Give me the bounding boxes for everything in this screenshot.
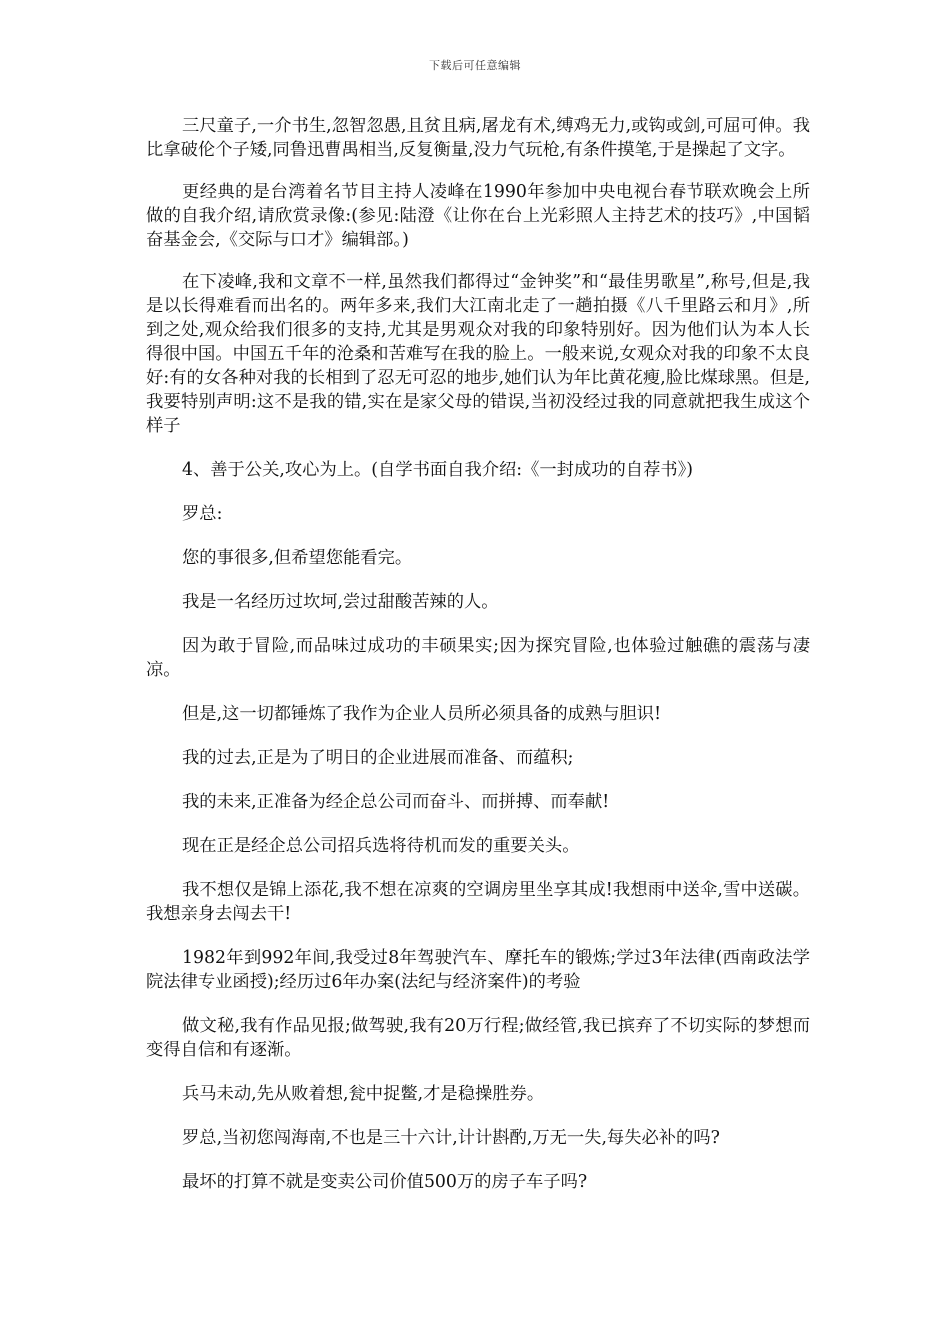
paragraph: 您的事很多,但希望您能看完。 [182,548,413,568]
paragraph: 现在正是经企总公司招兵选将待机而发的重要关头。 [182,836,580,856]
paragraph: 我的过去,正是为了明日的企业进展而准备、而蕴积; [182,748,574,768]
paragraph: 但是,这一切都锤炼了我作为企业人员所必须具备的成熟与胆识! [182,704,662,724]
paragraph: 三尺童子,一介书生,忽智忽愚,且贫且病,屠龙有术,缚鸡无力,或钩或剑,可屈可伸。我比拿破伦个子矮,同鲁迅曹禺相当,反复衡量,没力气玩枪,有条件摸笔,于是操起了文字。 [146,116,810,160]
paragraph: 我的未来,正准备为经企总公司而奋斗、而拼搏、而奉献! [182,792,610,812]
paragraph: 更经典的是台湾着名节目主持人凌峰在1990年参加中央电视台春节联欢晚会上所做的自我介绍,请欣赏录像:(参见:陆澄《让你在台上光彩照人主持艺术的技巧》,中国韬奋基金会,《交际与口才》编辑部。) [146,182,810,250]
paragraph: 罗总,当初您闯海南,不也是三十六计,计计斟酌,万无一失,每失必补的吗? [182,1128,720,1148]
paragraph: 兵马未动,先从败着想,瓮中捉鳖,才是稳操胜券。 [182,1084,545,1104]
paragraph: 做文秘,我有作品见报;做驾驶,我有20万行程;做经管,我已摈弃了不切实际的梦想而变得自信和有逐渐。 [146,1016,810,1060]
paragraph: 1982年到992年间,我受过8年驾驶汽车、摩托车的锻炼;学过3年法律(西南政法学院法律专业函授);经历过6年办案(法纪与经济案件)的考验 [146,948,810,992]
page-header: 下载后可任意编辑 [429,59,521,72]
paragraph: 我是一名经历过坎坷,尝过甜酸苦辣的人。 [182,592,499,612]
paragraph: 最坏的打算不就是变卖公司价值500万的房子车子吗? [182,1172,588,1192]
document-body [146,114,810,1194]
paragraph: 罗总: [182,504,223,524]
paragraph: 4、善于公关,攻心为上。(自学书面自我介绍:《一封成功的自荐书》) [182,460,694,480]
paragraph: 因为敢于冒险,而品味过成功的丰硕果实;因为探究冒险,也体验过触礁的震荡与凄凉。 [146,636,810,680]
paragraph: 在下凌峰,我和文章不一样,虽然我们都得过“金钟奖”和“最佳男歌星”,称号,但是,我是以长得难看而出名的。两年多来,我们大江南北走了一趟拍摄《八千里路云和月》,所到之处,观众给我们很多的支持,尤其是男观众对我的印象特别好。因为他们认为本人长得很中国。中国五千年的沧桑和苦难写在我的脸上。一般来说,女观众对我的印象不太良好:有的女各种对我的长相到了忍无可忍的地步,她们认为年比黄花瘦,脸比煤球黑。但是,我要特别声明:这不是我的错,实在是家父母的错误,当初没经过我的同意就把我生成这个样子 [146,272,810,436]
paragraph: 我不想仅是锦上添花,我不想在凉爽的空调房里坐享其成!我想雨中送伞,雪中送碳。我想亲身去闯去干! [146,880,810,924]
